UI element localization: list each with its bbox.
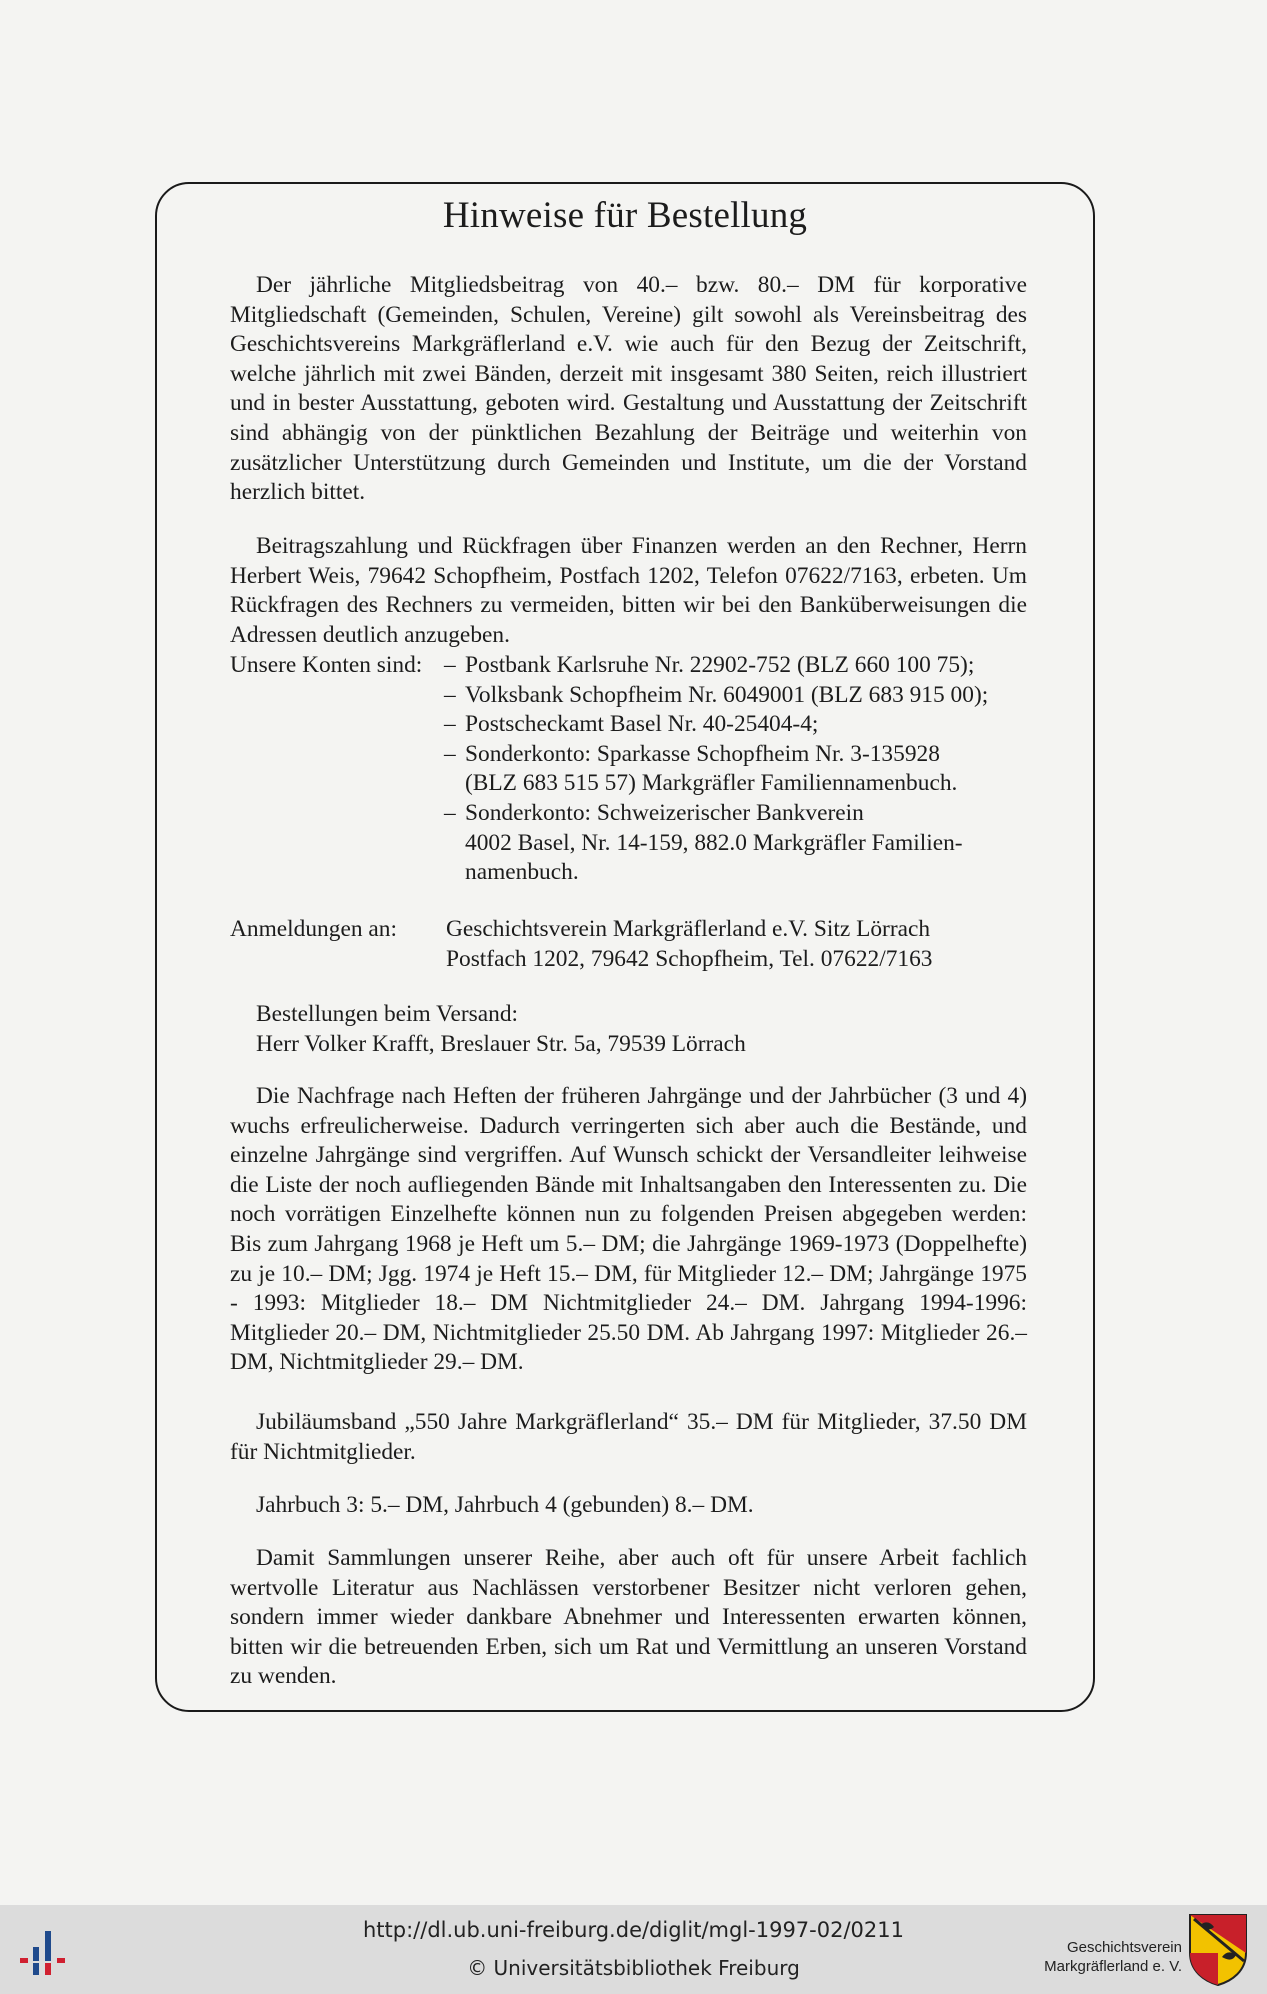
paragraph-back-issues: Die Nachfrage nach Heften der früheren Jahrgänge und der Jahrbücher (3 und 4) wuchs erfreulicherweise. Dadurch verringerten sich aber auch die Bestände, und einzelne Jahrgänge sind vergriffen. Auf Wunsch schickt der Versandleiter leihweise die Liste der noch aufliegenden Bände mit Inhaltsangaben den Interessenten zu. Die noch vorrätigen Einzelhefte können nun zu folgenden Preisen abgegeben werden: Bis zum Jahrgang 1968 je Heft um 5.– DM; die Jahrgänge 1969-1973 (Doppelhefte) zu je 10.– DM; Jgg. 1974 je Heft 15.– DM, für Mitglieder 12.– DM; Jahrgänge 1975 - 1993: Mitglieder 18.– DM Nichtmitglieder 24.– DM. Jahrgang 1994-1996: Mitglieder 20.– DM, Nichtmitglieder 25.50 DM. Ab Jahrgang 1997: Mitglieder 26.– DM, Nichtmitglieder 29.– DM. xyxy=(230,1083,1027,1376)
registration-line: Geschichtsverein Markgräflerland e.V. Sitz Lörrach xyxy=(446,916,931,942)
accounts-list xyxy=(444,651,1054,888)
coat-of-arms-icon xyxy=(1188,1913,1248,1987)
account-item: – Sonderkonto: Schweizerischer Bankverein xyxy=(444,799,864,826)
footer-bar xyxy=(0,1905,1267,1994)
account-item: – Postbank Karlsruhe Nr. 22902-752 (BLZ 660 100 75); xyxy=(444,652,975,678)
paragraph-anniversary-volume: Jubiläumsband „550 Jahre Markgräflerland“ 35.– DM für Mitglieder, 37.50 DM für Nichtmitglieder. xyxy=(230,1409,1027,1465)
footer-url-link[interactable]: http://dl.ub.uni-freiburg.de/diglit/mgl-1997-02/0211 xyxy=(362,1918,904,1942)
page-title: Hinweise für Bestellung xyxy=(442,195,808,236)
shipping-heading: Bestellungen beim Versand: xyxy=(256,1001,519,1027)
shipping-address: Herr Volker Krafft, Breslauer Str. 5a, 79539 Lörrach xyxy=(256,1030,746,1057)
account-item: – Postscheckamt Basel Nr. 40-25404-4; xyxy=(444,711,819,738)
registration-address xyxy=(446,915,1046,974)
shipping-orders xyxy=(256,1000,1036,1059)
accounts-label: Unsere Konten sind: xyxy=(230,652,423,678)
footer-copyright: © Universitätsbibliothek Freiburg xyxy=(467,1956,800,1980)
registration-label: Anmeldungen an: xyxy=(230,916,397,942)
account-item: – Sonderkonto: Sparkasse Schopfheim Nr. 3-135928 xyxy=(444,740,940,767)
account-continuation: (BLZ 683 515 57) Markgräfler Familiennamenbuch. xyxy=(465,770,958,797)
paragraph-membership: Der jährliche Mitgliedsbeitrag von 40.– bzw. 80.– DM für korporative Mitgliedschaft (Gemeinden, Schulen, Vereine) gilt sowohl als Vereinsbeitrag des Geschichtsvereins Markgräflerland e.V. wie auch für den Bezug der Zeitschrift, welche jährlich mit zwei Bänden, derzeit mit insgesamt 380 Seiten, reich illustriert und in bester Ausstattung, geboten wird. Gestaltung und Ausstattung der Zeitschrift sind abhängig von der pünktlichen Bezahlung der Beiträge und weiterhin von zusätzlicher Unterstützung durch Gemeinden und Institute, um die der Vorstand herzlich bittet. xyxy=(230,272,1027,506)
paragraph-yearbook-prices: Jahrbuch 3: 5.– DM, Jahrbuch 4 (gebunden) 8.– DM. xyxy=(256,1492,754,1518)
account-item: – Volksbank Schopfheim Nr. 6049001 (BLZ 683 915 00); xyxy=(444,681,989,708)
account-continuation: 4002 Basel, Nr. 14-159, 882.0 Markgräfler Familien- xyxy=(465,829,963,856)
society-name: Geschichtsverein Markgräflerland e. V. xyxy=(1044,1939,1182,1975)
paragraph-estate-request: Damit Sammlungen unserer Reihe, aber auch oft für unsere Arbeit fachlich wertvolle Literatur aus Nachlässen verstorbener Besitzer nicht verloren gehen, sondern immer wieder dankbare Abnehmer und Interessenten erwarten können, bitten wir die betreuenden Erben, sich um Rat und Vermittlung an unseren Vorstand zu wenden. xyxy=(230,1545,1027,1690)
registration-line: Postfach 1202, 79642 Schopfheim, Tel. 07622/7163 xyxy=(446,945,933,972)
account-continuation: namenbuch. xyxy=(465,859,579,886)
paragraph-payment: Beitragszahlung und Rückfragen über Finanzen werden an den Rechner, Herrn Herbert Weis, 79642 Schopfheim, Postfach 1202, Telefon 07622/7163, erbeten. Um Rückfragen des Rechners zu vermeiden, bitten wir bei den Banküberweisungen die Adressen deutlich anzugeben. xyxy=(230,533,1027,648)
